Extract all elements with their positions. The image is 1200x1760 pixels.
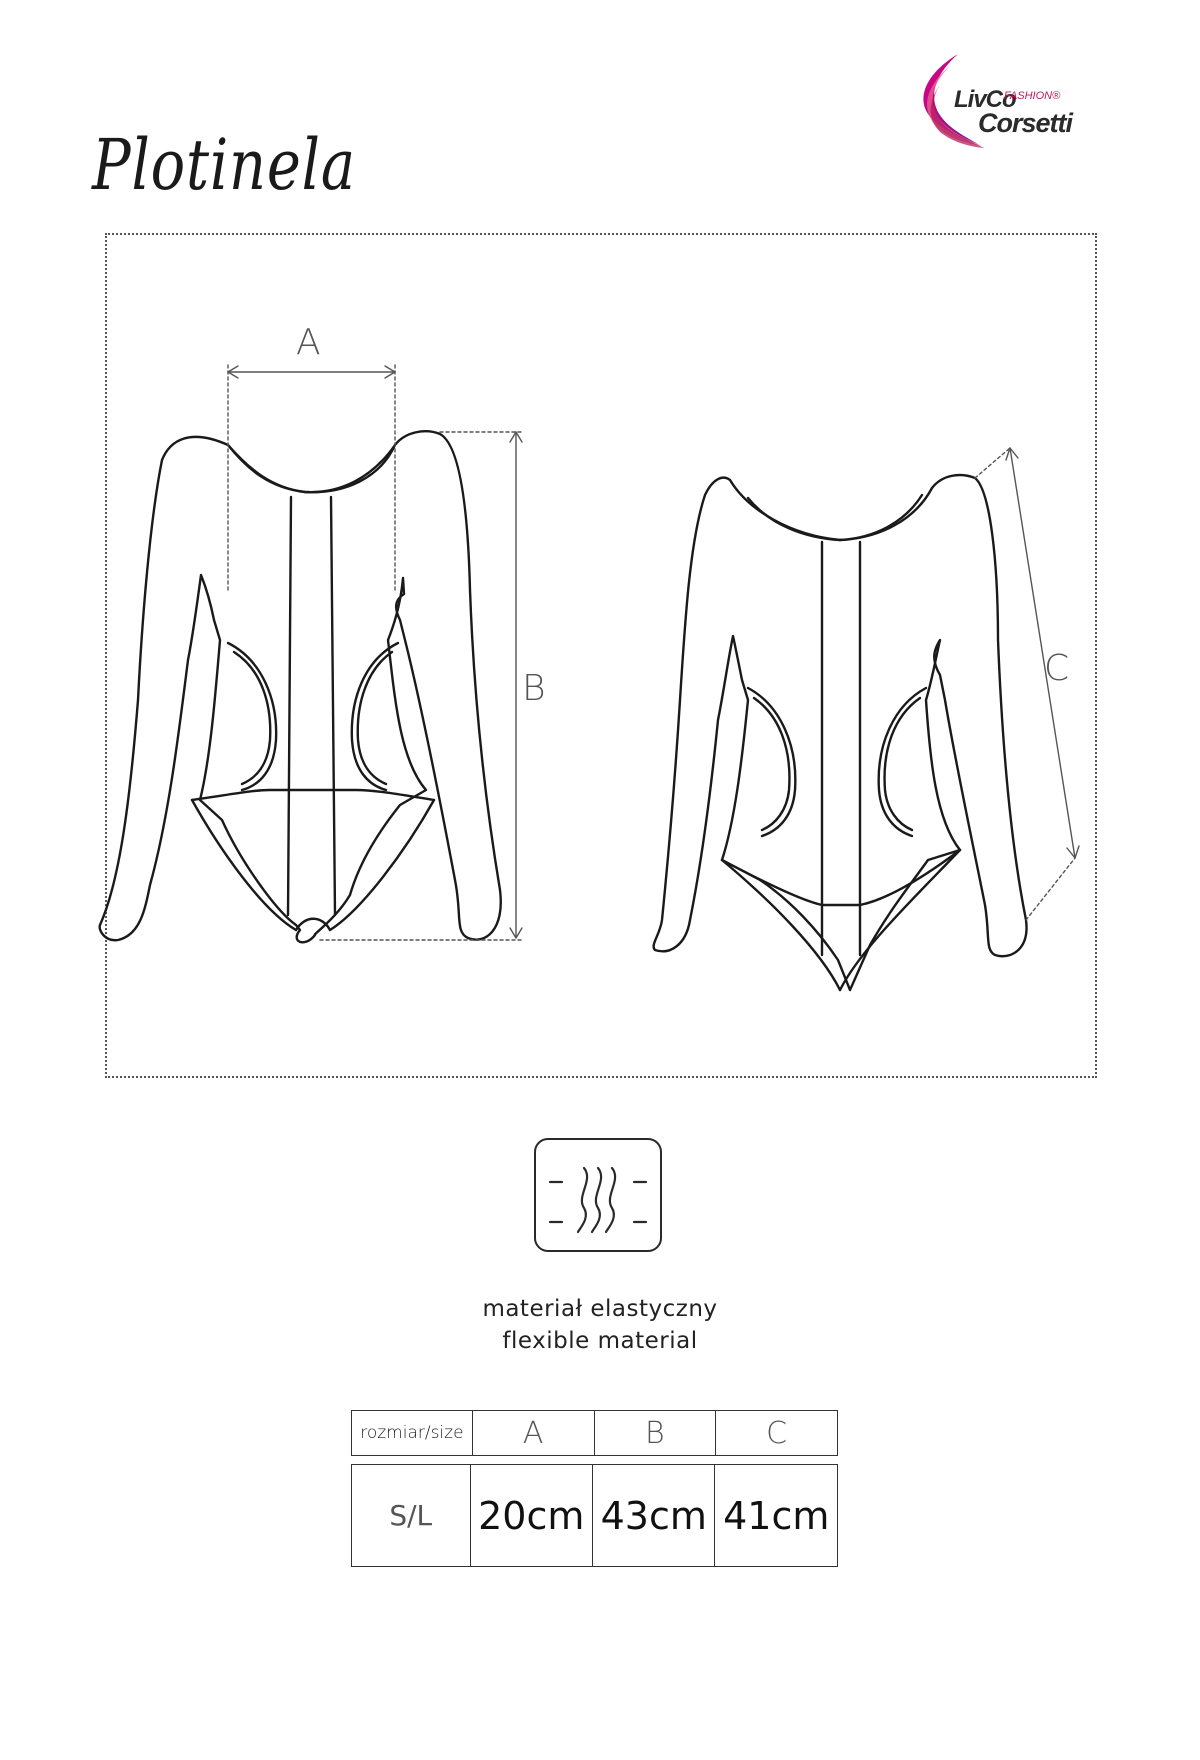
brand-name-line2: Corsetti	[978, 108, 1073, 138]
size-cell-c: 41cm	[715, 1465, 838, 1567]
table-row	[352, 1465, 838, 1567]
stretch-fabric-icon	[534, 1138, 662, 1252]
size-header-b: B	[594, 1411, 716, 1456]
size-cell-size: S/L	[352, 1465, 471, 1567]
feature-label-en: flexible material	[502, 1328, 698, 1354]
size-table-header-row	[352, 1411, 838, 1456]
product-title: Plotinela	[92, 124, 356, 206]
size-table-body	[351, 1464, 838, 1567]
brand-name-line1: LivCo	[954, 86, 1016, 113]
dimension-b-label: B	[522, 668, 546, 709]
size-header-c: C	[716, 1411, 838, 1456]
brand-logo	[898, 52, 1108, 152]
size-header-a: A	[472, 1411, 594, 1456]
dimension-a-label: A	[296, 322, 321, 363]
feature-label-pl: materiał elastyczny	[482, 1296, 718, 1322]
size-cell-a: 20cm	[470, 1465, 592, 1567]
size-cell-b: 43cm	[593, 1465, 715, 1567]
size-table-header	[351, 1410, 838, 1456]
diagram-frame	[105, 233, 1097, 1078]
brand-name-suffix: FASHION®	[1004, 90, 1061, 102]
size-header-size: rozmiar/size	[352, 1411, 473, 1456]
dimension-c-label: C	[1044, 648, 1070, 689]
